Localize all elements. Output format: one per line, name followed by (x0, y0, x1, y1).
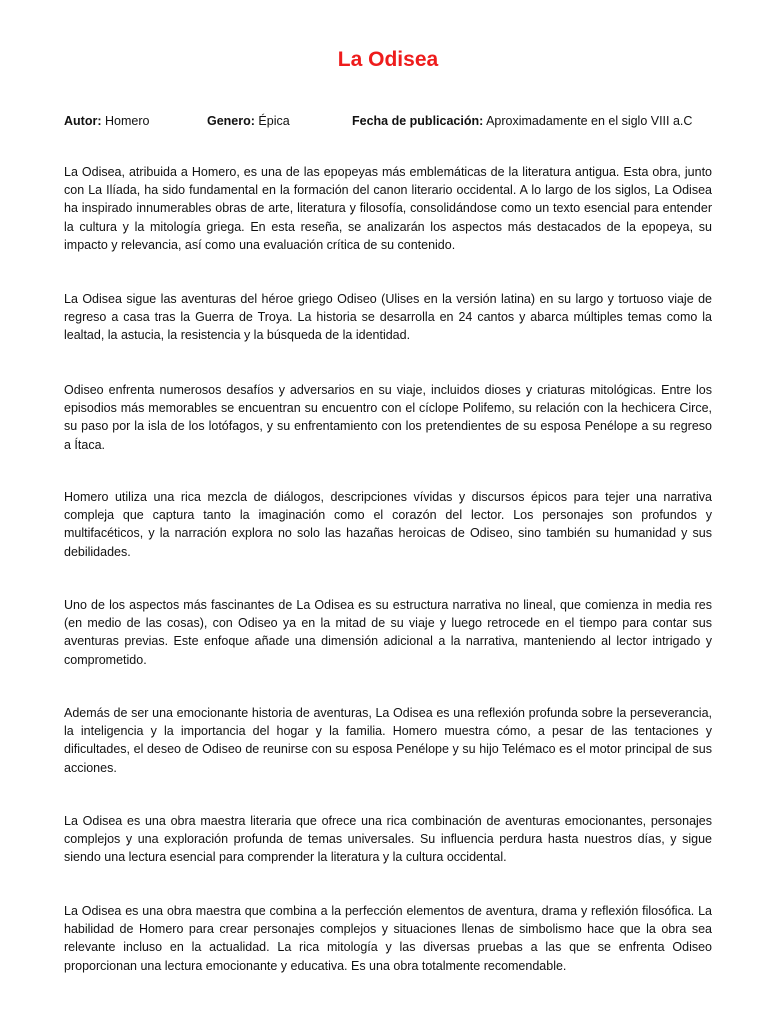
paragraph-adventures: Odiseo enfrenta numerosos desafíos y adversarios en su viaje, incluidos dioses y criaturas mitológicas. Entre los episodios más memorables se encuentran su encuentro con el cíclope Polifemo, su relación con la hechicera Circe, su paso por la isla de los lotófagos, y su enfrentamiento con los pretendientes de su esposa Penélope a su regreso a Ítaca. (64, 383, 712, 452)
publication-date-field (352, 111, 692, 131)
paragraph-intro: La Odisea, atribuida a Homero, es una de las epopeyas más emblemáticas de la literatura antigua. Esta obra, junto con La Ilíada, ha sido fundamental en la formación del canon literario occidental. A lo largo de los siglos, La Odisea ha inspirado innumerables obras de arte, literatura y filosofía, consolidándose como un texto esencial para entender la cultura y la mitología griega. En esta reseña, se analizarán los aspectos más destacados de la epopeya, su impacto y relevancia, así como una evaluación crítica de su contenido. (64, 165, 712, 252)
paragraph-conclusion: La Odisea es una obra maestra literaria que ofrece una rica combinación de aventuras emocionantes, personajes complejos y una exploración profunda de temas universales. Su influencia perdura hasta nuestros días, y sigue siendo una lectura esencial para comprender la literatura y la cultura occidental. (64, 814, 712, 865)
paragraph-structure: Uno de los aspectos más fascinantes de La Odisea es su estructura narrativa no lineal, que comienza in media res (en medio de las cosas), con Odiseo ya en la mitad de su viaje y luego retrocede en el tiempo para contar sus aventuras previas. Este enfoque añade una dimensión adicional a la narrativa, manteniendo al lector intrigado y comprometido. (64, 598, 712, 667)
publication-date-label: Fecha de publicación: (352, 114, 484, 128)
genre-field (207, 111, 290, 131)
paragraph-recommendation: La Odisea es una obra maestra que combina a la perfección elementos de aventura, drama y reflexión filosófica. La habilidad de Homero para crear personajes complejos y situaciones llenas de simbolismo hace que la obra sea relevante incluso en la actualidad. La rica mitología y las diversas pruebas a las que se enfrenta Odiseo proporcionan una lectura emocionante y educativa. Es una obra totalmente recomendable. (64, 904, 712, 973)
author-field (64, 111, 149, 131)
paragraph-summary: La Odisea sigue las aventuras del héroe griego Odiseo (Ulises en la versión latina) en su largo y tortuoso viaje de regreso a casa tras la Guerra de Troya. La historia se desarrolla en 24 cantos y abarca múltiples temas como la lealtad, la astucia, la resistencia y la búsqueda de la identidad. (64, 292, 712, 343)
genre-label: Genero: (207, 114, 255, 128)
document-title: La Odisea (337, 48, 439, 71)
paragraph-style: Homero utiliza una rica mezcla de diálogos, descripciones vívidas y discursos épicos para tejer una narrativa compleja que captura tanto la imaginación como el corazón del lector. Los personajes son profundos y multifacéticos, y la narración explora no solo las hazañas heroicas de Odiseo, sino también su humanidad y sus debilidades. (64, 490, 712, 559)
publication-date-value: Aproximadamente en el siglo VIII a.C (486, 114, 693, 128)
paragraph-themes: Además de ser una emocionante historia de aventuras, La Odisea es una reflexión profunda sobre la perseverancia, la inteligencia y la importancia del hogar y la familia. Homero muestra cómo, a pesar de las tentaciones y dificultades, el deseo de Odiseo de reunirse con su esposa Penélope y su hijo Telémaco es el motor principal de sus acciones. (64, 706, 712, 775)
author-label: Autor: (64, 114, 102, 128)
metadata-row (0, 111, 768, 131)
genre-value: Épica (258, 114, 290, 128)
author-value: Homero (104, 114, 150, 128)
